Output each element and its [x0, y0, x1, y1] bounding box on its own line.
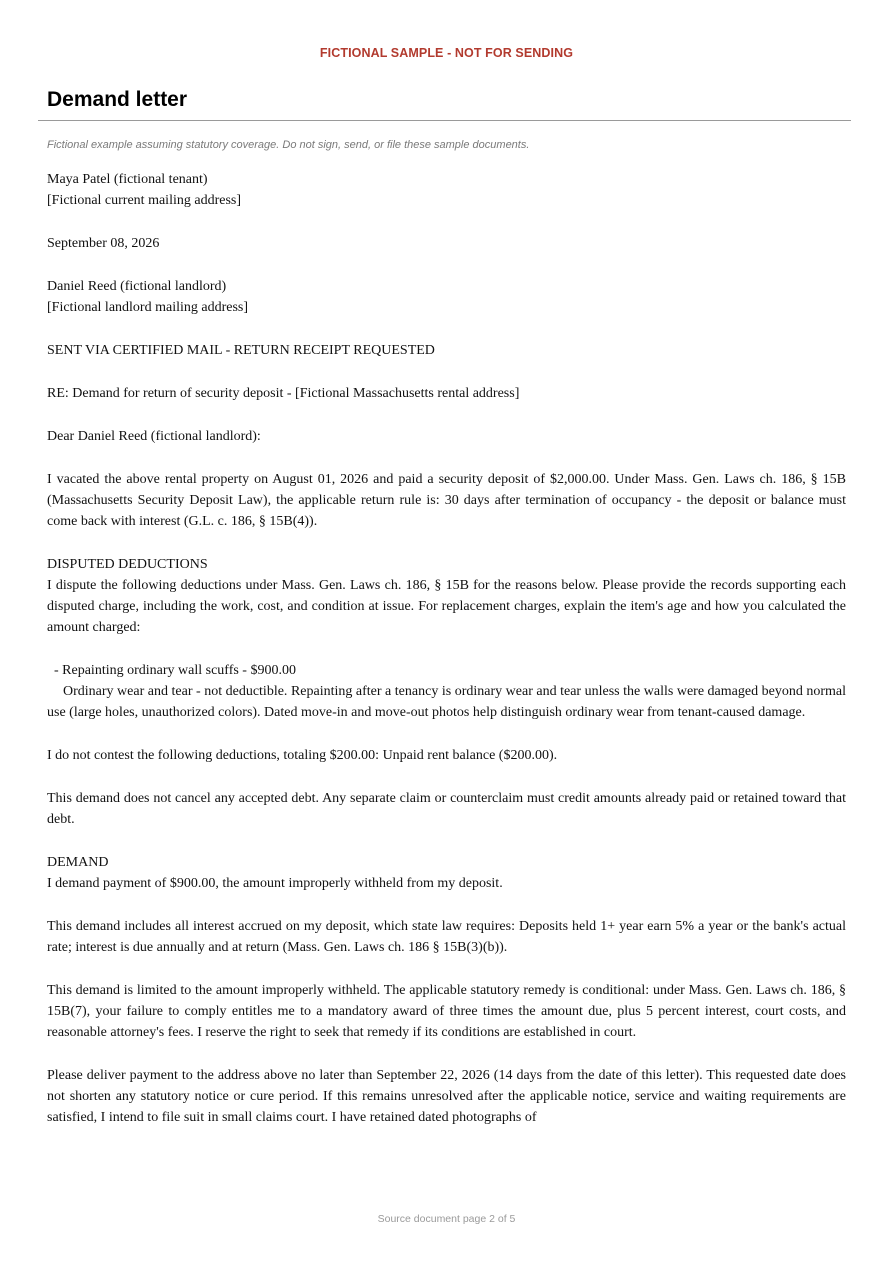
- recipient-block: [47, 276, 846, 318]
- letter-date: September 08, 2026: [47, 236, 160, 251]
- deduction-item: [47, 660, 846, 723]
- sender-block: [47, 169, 846, 211]
- demand-section: [47, 852, 846, 894]
- sample-banner: FICTIONAL SAMPLE - NOT FOR SENDING: [319, 46, 574, 60]
- letter-body: [47, 169, 846, 1150]
- disputed-section: [47, 554, 846, 638]
- payment-paragraph: Please deliver payment to the address above no later than September 22, 2026 (14 days from the date of this letter). This requested date does not shorten any statutory notice or cure period. If this remains unresolved after the applicable notice, service and waiting requirements are satisfied, I intend to file suit in small claims court. I have retained dated photographs of: [47, 1068, 846, 1125]
- interest-paragraph: This demand includes all interest accrued on my deposit, which state law requires: Deposits held 1+ year earn 5% a year or the bank's actual rate; interest is due annually and at return (Mass. Gen. Laws ch. 186 § 15B(3)(b)).: [47, 919, 846, 955]
- intro-paragraph: I vacated the above rental property on August 01, 2026 and paid a security deposit of $2,000.00. Under Mass. Gen. Laws ch. 186, § 15B (Massachusetts Security Deposit Law), the applicable return rule is: 30 days after termination of occupancy - the deposit or balance must come back with interest (G.L. c. 186, § 15B(4)).: [47, 472, 846, 529]
- recipient-address: [Fictional landlord mailing address]: [47, 300, 249, 315]
- credit-paragraph: This demand does not cancel any accepted debt. Any separate claim or counterclaim must credit amounts already paid or retained toward that debt.: [47, 791, 846, 827]
- salutation: Dear Daniel Reed (fictional landlord):: [47, 429, 261, 444]
- demand-heading: DEMAND: [47, 855, 109, 870]
- sender-name: Maya Patel (fictional tenant): [47, 172, 208, 187]
- sender-address: [Fictional current mailing address]: [47, 193, 241, 208]
- disclaimer-note: Fictional example assuming statutory coverage. Do not sign, send, or file these sample documents.: [47, 139, 530, 151]
- recipient-name: Daniel Reed (fictional landlord): [47, 279, 227, 294]
- subject-line: RE: Demand for return of security deposit - [Fictional Massachusetts rental address]: [47, 386, 520, 401]
- title-divider: [38, 120, 851, 121]
- deduction-item-text: Ordinary wear and tear - not deductible. Repainting after a tenancy is ordinary wear and tear unless the walls were damaged beyond normal use (large holes, unauthorized colors). Dated move-in and move-out photos help distinguish ordinary wear from tenant-caused damage.: [47, 684, 846, 720]
- delivery-method: SENT VIA CERTIFIED MAIL - RETURN RECEIPT REQUESTED: [47, 343, 435, 358]
- page-footer: Source document page 2 of 5: [377, 1213, 516, 1225]
- uncontested-paragraph: I do not contest the following deductions, totaling $200.00: Unpaid rent balance ($200.00).: [47, 748, 558, 763]
- remedy-paragraph: This demand is limited to the amount improperly withheld. The applicable statutory remedy is conditional: under Mass. Gen. Laws ch. 186, § 15B(7), your failure to comply entitles me to a mandatory award of three times the amount due, plus 5 percent interest, court costs, and reasonable attorney's fees. I reserve the right to seek that remedy if its conditions are established in court.: [47, 983, 846, 1040]
- disputed-heading: DISPUTED DEDUCTIONS: [47, 557, 208, 572]
- demand-text: I demand payment of $900.00, the amount improperly withheld from my deposit.: [47, 876, 503, 891]
- deduction-item-title: - Repainting ordinary wall scuffs - $900.00: [54, 663, 296, 678]
- page-title: Demand letter: [47, 88, 188, 111]
- disputed-text: I dispute the following deductions under Mass. Gen. Laws ch. 186, § 15B for the reasons below. Please provide the records supporting each disputed charge, including the work, cost, and condition at issue. For replacement charges, explain the item's age and how you calculated the amount charged:: [47, 578, 846, 635]
